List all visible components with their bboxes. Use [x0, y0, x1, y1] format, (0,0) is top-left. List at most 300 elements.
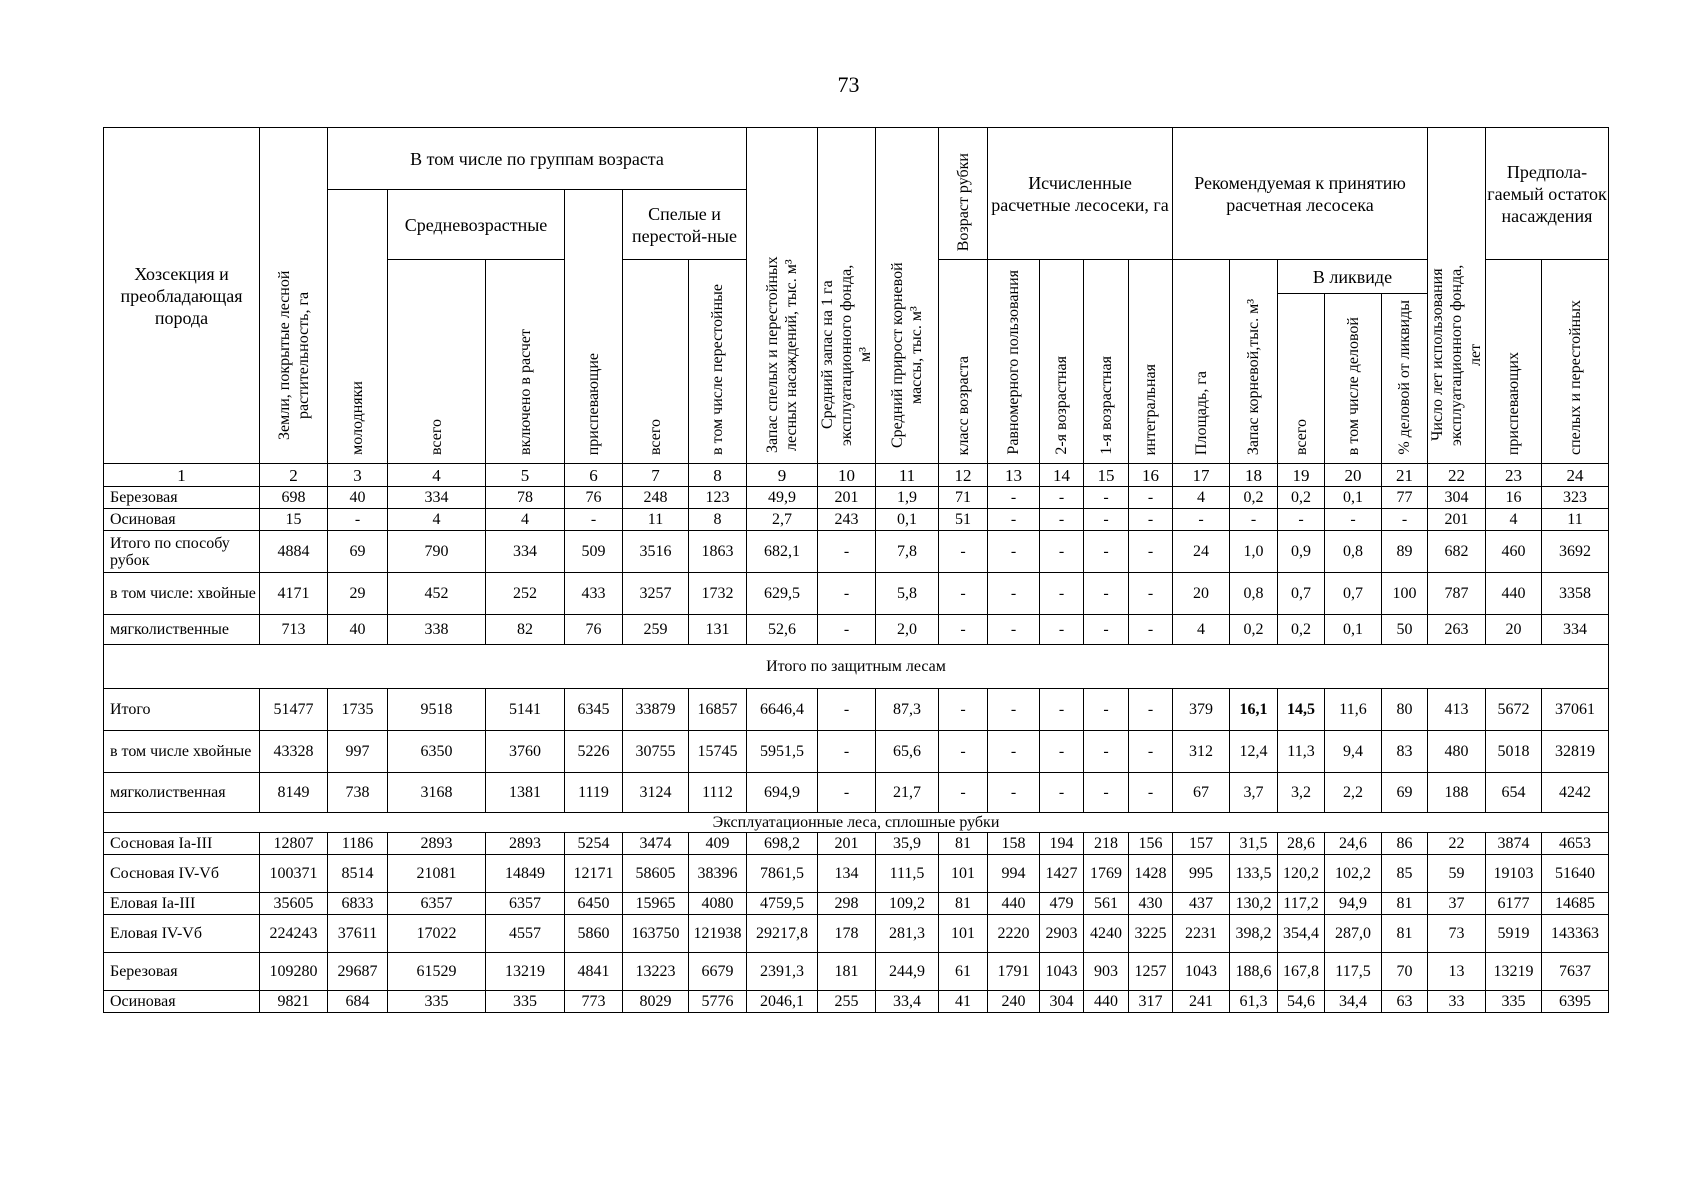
table-cell: 509	[565, 531, 623, 573]
table-cell: 0,7	[1278, 573, 1325, 615]
table-cell: 5776	[689, 991, 747, 1013]
header-avg-increment	[876, 128, 939, 464]
table-cell: 158	[988, 833, 1040, 855]
row-name: мягколиственная	[104, 773, 260, 813]
table-cell: 83	[1382, 731, 1428, 773]
table-cell: 3,7	[1230, 773, 1278, 813]
header-area-text: Площадь, га	[1192, 370, 1210, 455]
table-cell: 480	[1428, 731, 1486, 773]
header-avg-stock-text: Средний запас на 1 га эксплуатационного фонда, м³	[819, 264, 874, 446]
table-cell: 35605	[260, 893, 328, 915]
table-cell: 3474	[623, 833, 689, 855]
header-young-text: молодняки	[349, 381, 366, 455]
table-cell: 14849	[486, 855, 565, 893]
table-cell: 82	[486, 615, 565, 645]
table-cell: 323	[1542, 487, 1609, 509]
table-cell: 2903	[1040, 915, 1084, 953]
header-incl-business-text: в том числе деловой	[1344, 316, 1362, 455]
table-cell: 15965	[623, 893, 689, 915]
column-number: 2	[260, 464, 328, 487]
header-integral	[1129, 260, 1173, 464]
table-cell: 5860	[565, 915, 623, 953]
column-number: 4	[388, 464, 486, 487]
table-cell: 34,4	[1325, 991, 1382, 1013]
header-recommended: Рекомендуемая к принятию расчетная лесосека	[1173, 128, 1428, 260]
table-cell: 4557	[486, 915, 565, 953]
table-cell: 903	[1084, 953, 1129, 991]
table-cell: 35,9	[876, 833, 939, 855]
table-cell: 738	[328, 773, 388, 813]
column-number: 5	[486, 464, 565, 487]
table-row	[104, 531, 1609, 573]
table-cell: -	[988, 487, 1040, 509]
table-cell: -	[1129, 731, 1173, 773]
table-cell: 69	[328, 531, 388, 573]
header-included	[486, 260, 565, 464]
table-cell: 5672	[1486, 689, 1542, 731]
table-cell: 7637	[1542, 953, 1609, 991]
header-age-groups: В том числе по группам возраста	[328, 128, 747, 190]
table-cell: 134	[818, 855, 876, 893]
table-cell: 1791	[988, 953, 1040, 991]
table-cell: -	[1040, 509, 1084, 531]
row-name: Осиновая	[104, 509, 260, 531]
table-cell: -	[1325, 509, 1382, 531]
table-cell: -	[1084, 573, 1129, 615]
table-cell: 1427	[1040, 855, 1084, 893]
header-total-text: всего	[428, 418, 445, 455]
table-cell: 2893	[388, 833, 486, 855]
table-cell: 8149	[260, 773, 328, 813]
column-number-row	[104, 464, 1609, 487]
row-name: мягколиственные	[104, 615, 260, 645]
row-name: Осиновая	[104, 991, 260, 1013]
table-cell: 20	[1486, 615, 1542, 645]
table-cell: -	[1040, 573, 1084, 615]
table-cell: 29	[328, 573, 388, 615]
column-number: 6	[565, 464, 623, 487]
header-young	[328, 190, 388, 464]
column-number: 19	[1278, 464, 1325, 487]
table-cell: 698,2	[747, 833, 818, 855]
table-cell: 4	[1173, 487, 1230, 509]
table-cell: 61	[939, 953, 988, 991]
header-mature-group: Спелые и перестой-ные	[623, 190, 747, 260]
column-number: 20	[1325, 464, 1382, 487]
table-cell: 86	[1382, 833, 1428, 855]
column-number: 16	[1129, 464, 1173, 487]
table-cell: 101	[939, 855, 988, 893]
column-number: 12	[939, 464, 988, 487]
column-number: 7	[623, 464, 689, 487]
table-cell: 21081	[388, 855, 486, 893]
table-cell: 13	[1428, 953, 1486, 991]
table-cell: 413	[1428, 689, 1486, 731]
table-cell: 17022	[388, 915, 486, 953]
header-calc-cuttings: Исчисленные расчетные лесосеки, га	[988, 128, 1173, 260]
table-cell: 21,7	[876, 773, 939, 813]
table-cell: 37	[1428, 893, 1486, 915]
table-cell: 201	[818, 833, 876, 855]
section-title: Эксплуатационные леса, сплошные рубки	[104, 813, 1609, 833]
column-number: 1	[104, 464, 260, 487]
table-cell: 994	[988, 855, 1040, 893]
table-cell: 997	[328, 731, 388, 773]
table-cell: -	[565, 509, 623, 531]
table-cell: 3358	[1542, 573, 1609, 615]
table-cell: 12,4	[1230, 731, 1278, 773]
table-cell: 71	[939, 487, 988, 509]
table-cell: 31,5	[1230, 833, 1278, 855]
table-cell: 5951,5	[747, 731, 818, 773]
table-cell: 2893	[486, 833, 565, 855]
table-cell: 304	[1428, 487, 1486, 509]
header-rem-ripening-text: приспевающих	[1505, 351, 1522, 455]
table-cell: 6357	[486, 893, 565, 915]
table-cell: 89	[1382, 531, 1428, 573]
table-cell: 7861,5	[747, 855, 818, 893]
table-cell: 1735	[328, 689, 388, 731]
table-cell: -	[818, 689, 876, 731]
table-cell: 298	[818, 893, 876, 915]
table-cell: 6450	[565, 893, 623, 915]
header-rem-mature-text: спелых и перестойных	[1566, 300, 1584, 455]
table-cell: 6833	[328, 893, 388, 915]
table-cell: 178	[818, 915, 876, 953]
table-cell: 54,6	[1278, 991, 1325, 1013]
table-cell: 59	[1428, 855, 1486, 893]
table-cell: 38396	[689, 855, 747, 893]
header-area	[1173, 260, 1230, 464]
table-cell: 4171	[260, 573, 328, 615]
header-remainder: Предпола-гаемый остаток насаждения	[1486, 128, 1609, 260]
header-root-stock	[1230, 260, 1278, 464]
header-overmature-text: в том числе перестойные	[709, 284, 726, 455]
table-cell: 244,9	[876, 953, 939, 991]
table-cell: 1,9	[876, 487, 939, 509]
table-cell: 3168	[388, 773, 486, 813]
table-cell: -	[1040, 615, 1084, 645]
table-cell: -	[818, 531, 876, 573]
table-cell: 78	[486, 487, 565, 509]
table-cell: 6357	[388, 893, 486, 915]
table-cell: -	[1040, 689, 1084, 731]
table-cell: 3,2	[1278, 773, 1325, 813]
table-cell: -	[939, 731, 988, 773]
table-row	[104, 615, 1609, 645]
table-cell: 7,8	[876, 531, 939, 573]
table-cell: -	[1129, 573, 1173, 615]
header-holding: Хозсекция и преобладающая порода	[104, 128, 260, 464]
table-cell: 30755	[623, 731, 689, 773]
table-cell: 437	[1173, 893, 1230, 915]
table-cell: 3225	[1129, 915, 1173, 953]
table-cell: 248	[623, 487, 689, 509]
table-cell: 201	[818, 487, 876, 509]
table-cell: 335	[486, 991, 565, 1013]
table-cell: 163750	[623, 915, 689, 953]
table-cell: 16857	[689, 689, 747, 731]
header-liquid: В ликвиде	[1278, 260, 1428, 294]
header-root-stock-text: Запас корневой,тыс. м³	[1245, 298, 1262, 455]
table-cell: 259	[623, 615, 689, 645]
table-cell: 4884	[260, 531, 328, 573]
header-second-age	[1040, 260, 1084, 464]
table-cell: 43328	[260, 731, 328, 773]
table-cell: 654	[1486, 773, 1542, 813]
table-cell: 101	[939, 915, 988, 953]
table-cell: 6679	[689, 953, 747, 991]
header-pct-business	[1382, 294, 1428, 464]
table-cell: 117,5	[1325, 953, 1382, 991]
table-cell: 9518	[388, 689, 486, 731]
header-years-use	[1428, 128, 1486, 464]
table-cell: 6177	[1486, 893, 1542, 915]
table-row	[104, 991, 1609, 1013]
table-cell: 143363	[1542, 915, 1609, 953]
table-cell: 80	[1382, 689, 1428, 731]
table-cell: 4841	[565, 953, 623, 991]
table-cell: 117,2	[1278, 893, 1325, 915]
column-number: 11	[876, 464, 939, 487]
table-cell: 8	[689, 509, 747, 531]
table-cell: 4	[388, 509, 486, 531]
table-cell: 1257	[1129, 953, 1173, 991]
table-cell: 8029	[623, 991, 689, 1013]
table-cell: 4080	[689, 893, 747, 915]
table-cell: 334	[1542, 615, 1609, 645]
column-number: 21	[1382, 464, 1428, 487]
table-cell: 24,6	[1325, 833, 1382, 855]
table-cell: 698	[260, 487, 328, 509]
table-cell: -	[1129, 773, 1173, 813]
row-name: Итого по способу рубок	[104, 531, 260, 573]
table-cell: 440	[1084, 991, 1129, 1013]
table-cell: 2220	[988, 915, 1040, 953]
table-cell: 11,3	[1278, 731, 1325, 773]
table-cell: -	[988, 573, 1040, 615]
table-cell: 109280	[260, 953, 328, 991]
table-cell: 398,2	[1230, 915, 1278, 953]
table-cell: 67	[1173, 773, 1230, 813]
table-cell: 32819	[1542, 731, 1609, 773]
table-row	[104, 953, 1609, 991]
header-second-age-text: 2-я возрастная	[1053, 356, 1070, 455]
table-cell: -	[1084, 531, 1129, 573]
header-rem-ripening	[1486, 260, 1542, 464]
table-cell: 224243	[260, 915, 328, 953]
column-number: 15	[1084, 464, 1129, 487]
table-cell: 2391,3	[747, 953, 818, 991]
table-cell: 241	[1173, 991, 1230, 1013]
table-cell: 694,9	[747, 773, 818, 813]
table-cell: -	[1129, 509, 1173, 531]
table-cell: 3760	[486, 731, 565, 773]
table-cell: 94,9	[1325, 893, 1382, 915]
table-cell: 773	[565, 991, 623, 1013]
table-row	[104, 487, 1609, 509]
table-cell: -	[988, 509, 1040, 531]
table-cell: 8514	[328, 855, 388, 893]
table-cell: 335	[1486, 991, 1542, 1013]
table-row	[104, 573, 1609, 615]
table-cell: 335	[388, 991, 486, 1013]
table-cell: -	[1173, 509, 1230, 531]
table-cell: 440	[988, 893, 1040, 915]
table-row	[104, 773, 1609, 813]
table-cell: 14685	[1542, 893, 1609, 915]
header-included-text: включено в расчет	[516, 329, 534, 455]
table-cell: 29217,8	[747, 915, 818, 953]
table-cell: 9821	[260, 991, 328, 1013]
forest-cutting-table	[103, 127, 1609, 1013]
table-cell: 121938	[689, 915, 747, 953]
header-age-class-text: класс возраста	[954, 355, 972, 455]
header-integral-text: интегральная	[1142, 363, 1159, 455]
table-cell: 100	[1382, 573, 1428, 615]
table-cell: 22	[1428, 833, 1486, 855]
table-row	[104, 855, 1609, 893]
table-cell: 0,1	[1325, 487, 1382, 509]
table-cell: 787	[1428, 573, 1486, 615]
header-pct-business-text: % деловой от ликвиды	[1396, 300, 1413, 455]
table-cell: 255	[818, 991, 876, 1013]
table-cell: 4	[1486, 509, 1542, 531]
table-cell: -	[1040, 487, 1084, 509]
table-cell: 50	[1382, 615, 1428, 645]
row-name: в том числе хвойные	[104, 731, 260, 773]
table-cell: 51640	[1542, 855, 1609, 893]
table-cell: -	[818, 731, 876, 773]
table-cell: 81	[1382, 915, 1428, 953]
header-cutting-age-text: Возраст рубки	[954, 152, 972, 251]
table-cell: 188	[1428, 773, 1486, 813]
table-cell: 1043	[1173, 953, 1230, 991]
row-name: Сосновая IV-Vб	[104, 855, 260, 893]
table-cell: 2,7	[747, 509, 818, 531]
forest-table-wrapper	[103, 127, 1609, 1013]
header-avg-increment-text: Средний прирост корневой массы, тыс. м³	[889, 262, 925, 448]
header-stock-mature	[747, 128, 818, 464]
table-row	[104, 893, 1609, 915]
table-cell: 1769	[1084, 855, 1129, 893]
table-cell: 20	[1173, 573, 1230, 615]
table-cell: -	[1084, 689, 1129, 731]
header-rem-mature	[1542, 260, 1609, 464]
table-cell: 13223	[623, 953, 689, 991]
table-row	[104, 689, 1609, 731]
table-cell: 0,9	[1278, 531, 1325, 573]
table-cell: 4653	[1542, 833, 1609, 855]
table-cell: 49,9	[747, 487, 818, 509]
table-cell: 102,2	[1325, 855, 1382, 893]
table-cell: -	[1084, 509, 1129, 531]
row-name: в том числе: хвойные	[104, 573, 260, 615]
table-cell: 133,5	[1230, 855, 1278, 893]
table-cell: 5226	[565, 731, 623, 773]
table-cell: 0,8	[1230, 573, 1278, 615]
table-cell: -	[1129, 531, 1173, 573]
column-number: 8	[689, 464, 747, 487]
table-cell: -	[1129, 615, 1173, 645]
table-cell: 85	[1382, 855, 1428, 893]
table-cell: 5,8	[876, 573, 939, 615]
header-forested-land	[260, 128, 328, 464]
table-cell: -	[988, 531, 1040, 573]
table-cell: 12807	[260, 833, 328, 855]
header-all	[1278, 294, 1325, 464]
table-cell: 12171	[565, 855, 623, 893]
column-number: 18	[1230, 464, 1278, 487]
header-avg-stock	[818, 128, 876, 464]
table-cell: -	[1084, 615, 1129, 645]
table-cell: 76	[565, 487, 623, 509]
table-cell: -	[1230, 509, 1278, 531]
column-number: 23	[1486, 464, 1542, 487]
table-cell: -	[1040, 731, 1084, 773]
table-cell: 33	[1428, 991, 1486, 1013]
column-number: 3	[328, 464, 388, 487]
table-cell: 188,6	[1230, 953, 1278, 991]
table-cell: 76	[565, 615, 623, 645]
table-cell: 11	[1542, 509, 1609, 531]
table-cell: 287,0	[1325, 915, 1382, 953]
table-cell: 243	[818, 509, 876, 531]
table-cell: 1428	[1129, 855, 1173, 893]
table-cell: 1112	[689, 773, 747, 813]
table-cell: 70	[1382, 953, 1428, 991]
table-cell: 6350	[388, 731, 486, 773]
row-name: Еловая IV-Vб	[104, 915, 260, 953]
header-first-age	[1084, 260, 1129, 464]
table-cell: 15745	[689, 731, 747, 773]
header-first-age-text: 1-я возрастная	[1097, 356, 1115, 455]
table-cell: 58605	[623, 855, 689, 893]
table-cell: -	[939, 573, 988, 615]
table-cell: 1186	[328, 833, 388, 855]
table-cell: 16	[1486, 487, 1542, 509]
table-cell: 6395	[1542, 991, 1609, 1013]
table-cell: 81	[939, 893, 988, 915]
row-name: Березовая	[104, 953, 260, 991]
table-cell: 65,6	[876, 731, 939, 773]
row-name: Сосновая Ia-III	[104, 833, 260, 855]
table-cell: 452	[388, 573, 486, 615]
header-total2	[623, 260, 689, 464]
table-cell: 157	[1173, 833, 1230, 855]
table-cell: 995	[1173, 855, 1230, 893]
table-cell: 4	[1173, 615, 1230, 645]
table-cell: -	[988, 615, 1040, 645]
table-cell: 3692	[1542, 531, 1609, 573]
table-cell: 29687	[328, 953, 388, 991]
table-cell: 218	[1084, 833, 1129, 855]
table-cell: 40	[328, 615, 388, 645]
table-cell: 682,1	[747, 531, 818, 573]
page-number: 73	[837, 72, 860, 97]
table-cell: 81	[1382, 893, 1428, 915]
table-cell: 156	[1129, 833, 1173, 855]
table-cell: 11,6	[1325, 689, 1382, 731]
table-cell: 790	[388, 531, 486, 573]
table-cell: 24	[1173, 531, 1230, 573]
table-cell: 37061	[1542, 689, 1609, 731]
table-row	[104, 915, 1609, 953]
table-cell: 51477	[260, 689, 328, 731]
table-cell: 5919	[1486, 915, 1542, 953]
column-number: 14	[1040, 464, 1084, 487]
table-cell: 33,4	[876, 991, 939, 1013]
